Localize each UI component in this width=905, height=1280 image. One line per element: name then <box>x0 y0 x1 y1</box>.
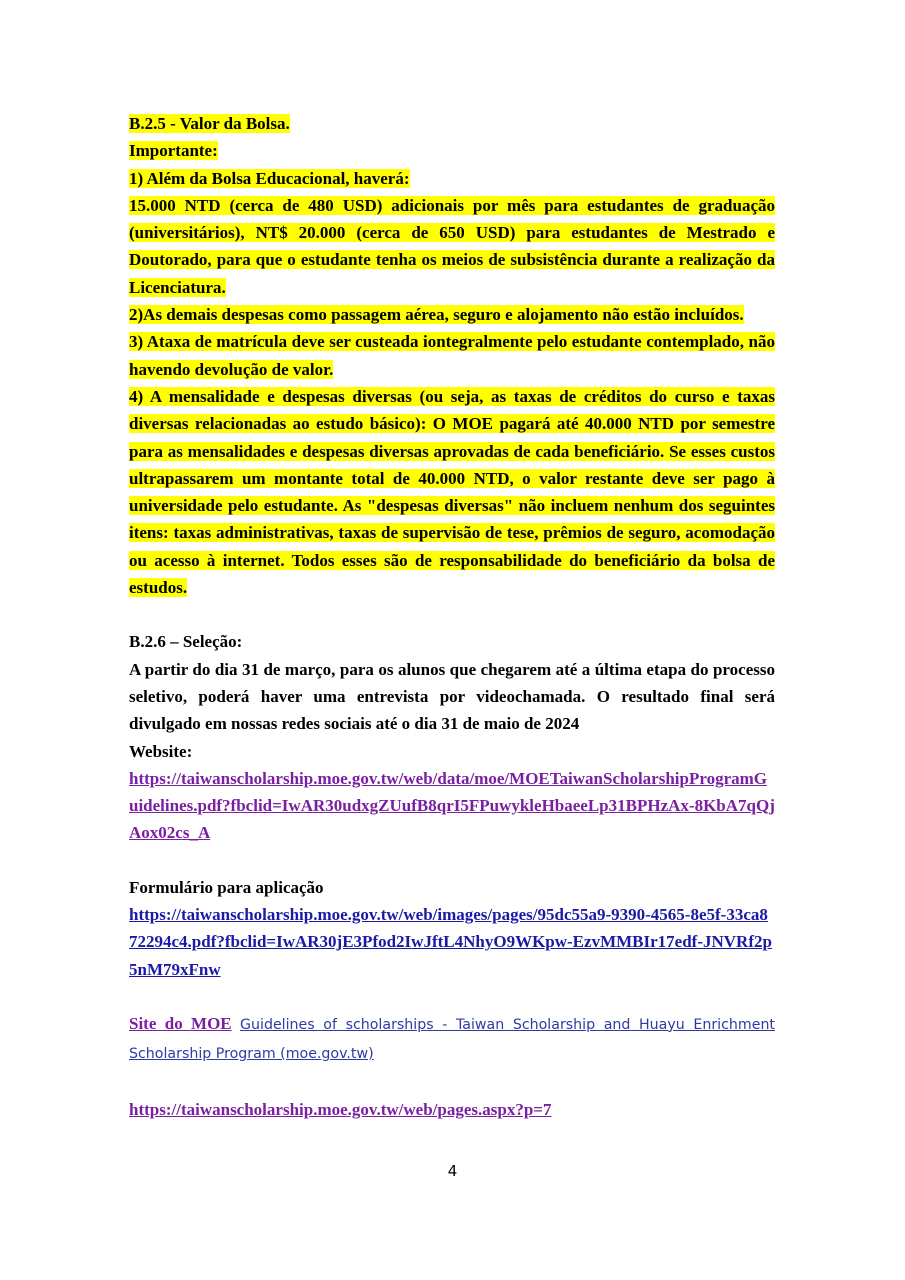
item2-paragraph: 2)As demais despesas como passagem aérea, seguro e alojamento não estão incluídos. <box>129 305 744 325</box>
spacer <box>129 601 775 628</box>
website-link[interactable]: https://taiwanscholarship.moe.gov.tw/web/data/moe/MOETaiwanScholarshipProgramGuidelines.pdf?fbclid=IwAR30udxgZUufB8qrI5FPuwykleHbaeeLp31BPHzAx-8KbA7qQjAox02cs_A <box>129 768 775 843</box>
selection-paragraph: A partir do dia 31 de março, para os alunos que chegarem até a última etapa do processo seletivo, poderá haver uma entrevista por videochamada. O resultado final será divulgado em nossas redes sociais até o dia 31 de maio de 2024 <box>129 659 775 734</box>
item4-paragraph: 4) A mensalidade e despesas diversas (ou seja, as taxas de créditos do curso e taxas diversas relacionadas ao estudo básico): O MOE pagará até 40.000 NTD por semestre para as mensalidades e despesas diversas aprovadas de cada beneficiário. Se esses custos ultrapassarem um montante total de 40.000 NTD, o valor restante deve ser pago à universidade pelo estudante. As "despesas diversas" não incluem nenhum dos seguintes itens: taxas administrativas, taxas de supervisão de tese, prêmios de seguro, acomodação ou acesso à internet. Todos esses são de responsabilidade do beneficiário da bolsa de estudos. <box>129 386 775 598</box>
taiwan-scholarship-pages-link[interactable]: https://taiwanscholarship.moe.gov.tw/web/pages.aspx?p=7 <box>129 1099 552 1119</box>
item1-paragraph: 15.000 NTD (cerca de 480 USD) adicionais por mês para estudantes de graduação (universitários), NT$ 20.000 (cerca de 650 USD) para estudantes de Mestrado e Doutorado, para que o estudante tenha os meios de subsistência durante a realização da Licenciatura. <box>129 195 775 297</box>
item3-paragraph: 3) Ataxa de matrícula deve ser custeada iontegralmente pelo estudante contemplado, não havendo devolução de valor. <box>129 332 775 379</box>
page-content <box>129 110 775 1123</box>
final-link-paragraph <box>129 1096 775 1123</box>
website-link-paragraph <box>129 765 775 847</box>
spacer <box>129 847 775 874</box>
page-number: 4 <box>447 1162 458 1180</box>
application-form-link[interactable]: https://taiwanscholarship.moe.gov.tw/web/images/pages/95dc55a9-9390-4565-8e5f-33ca872294c4.pdf?fbclid=IwAR30jE3Pfod2IwJftL4NhyO9WKpw-EzvMMBIr17edf-JNVRf2p5nM79xFnw <box>129 905 772 979</box>
moe-site-paragraph <box>129 1010 775 1069</box>
website-label: Website: <box>129 741 193 761</box>
moe-site-label[interactable]: Site do MOE <box>129 1013 232 1033</box>
moe-guidelines-link[interactable]: Guidelines of scholarships - Taiwan Scholarship and Huayu Enrichment Scholarship Program (moe.gov.tw) <box>129 1016 775 1063</box>
spacer <box>129 983 775 1010</box>
importante-label: Importante: <box>129 141 218 161</box>
section-b25-heading: B.2.5 - Valor da Bolsa. <box>129 114 290 133</box>
application-form-label: Formulário para aplicação <box>129 877 324 897</box>
item1-intro: 1) Além da Bolsa Educacional, haverá: <box>129 168 410 188</box>
section-b26-heading: B.2.6 – Seleção: <box>129 632 243 652</box>
spacer <box>129 1069 775 1096</box>
application-form-link-paragraph <box>129 901 775 983</box>
